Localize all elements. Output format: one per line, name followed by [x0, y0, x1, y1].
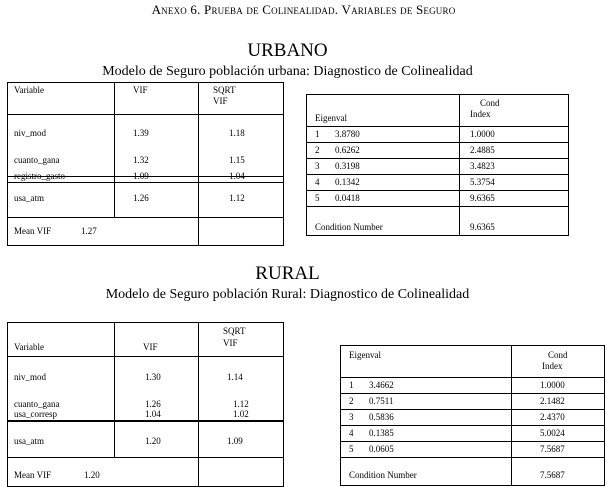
vif-value: 1.39	[133, 128, 149, 138]
eigen-value: 0.1342	[335, 177, 360, 187]
urbano-eigen-table	[306, 94, 569, 236]
eigen-value: 0.3198	[335, 161, 360, 171]
index-header: Index	[470, 109, 491, 119]
urbano-subtitle: Modelo de Seguro población urbana: Diagnostico de Colinealidad	[102, 64, 473, 79]
mean-vif-label: Mean VIF	[14, 226, 52, 236]
eigen-row-number: 1	[349, 380, 354, 390]
vif-variable: registro_gasto	[8, 171, 114, 183]
cond-index-value: 1.0000	[540, 380, 565, 390]
vif-value: 1.20	[145, 436, 161, 446]
eigen-row-number: 5	[315, 193, 320, 203]
sqrt-vif-value: 1.18	[229, 128, 245, 138]
vif-value: 1.09	[115, 171, 198, 183]
vif-value: 1.26	[145, 399, 161, 409]
rural-vif-table	[7, 322, 284, 487]
cond-index-value: 3.4823	[470, 161, 495, 171]
cond-index-value: 1.0000	[470, 129, 495, 139]
vif-variable: niv_mod	[14, 128, 47, 138]
vif-variable: cuanto_gana	[14, 155, 60, 165]
eigen-row-number: 4	[349, 428, 354, 438]
eigen-header: Eigenval	[349, 350, 381, 360]
eigen-row-number: 1	[315, 129, 320, 139]
vif-variable: usa_corresp	[8, 409, 114, 421]
condition-number-label: Condition Number	[315, 222, 383, 232]
vif-variable: niv_mod	[14, 372, 47, 382]
eigen-value: 3.4662	[369, 380, 394, 390]
eigen-value: 0.6262	[335, 145, 360, 155]
condition-number-value: 7.5687	[540, 470, 565, 480]
eigen-row-number: 2	[315, 145, 320, 155]
cond-header: Cond	[548, 350, 568, 360]
cond-index-value: 2.4885	[470, 145, 495, 155]
vif-header-sqrt: SQRT	[213, 85, 236, 95]
vif-value: 1.32	[133, 155, 149, 165]
eigen-header: Eigenval	[315, 113, 347, 123]
vif-header-variable: Variable	[14, 342, 44, 352]
eigen-value: 0.7511	[369, 396, 394, 406]
annex-title: Anexo 6. Prueba de Colinealidad. Variables de Seguro	[151, 2, 456, 17]
sqrt-vif-value: 1.02	[199, 409, 283, 421]
mean-vif-label: Mean VIF	[14, 470, 52, 480]
eigen-value: 0.0418	[335, 193, 360, 203]
urbano-title: URBANO	[247, 40, 328, 61]
condition-number-value: 9.6365	[470, 222, 495, 232]
eigen-value: 3.8780	[335, 129, 360, 139]
vif-variable: usa_atm	[14, 193, 44, 203]
index-header: Index	[542, 361, 563, 371]
rural-eigen-table	[340, 345, 605, 486]
cond-index-value: 5.0024	[540, 428, 565, 438]
cond-index-value: 2.4370	[540, 412, 565, 422]
vif-value: 1.26	[133, 193, 149, 203]
sqrt-vif-value: 1.14	[227, 372, 243, 382]
vif-header-sqrt-vif: VIF	[213, 96, 228, 106]
eigen-value: 0.1385	[369, 428, 394, 438]
mean-vif-value: 1.27	[81, 226, 97, 236]
sqrt-vif-value: 1.15	[229, 155, 245, 165]
mean-vif-value: 1.20	[84, 470, 100, 480]
condition-number-label: Condition Number	[349, 470, 417, 480]
sqrt-vif-value: 1.09	[227, 436, 243, 446]
sqrt-vif-value: 1.12	[233, 399, 249, 409]
vif-header-sqrt-vif: VIF	[223, 338, 238, 348]
vif-value: 1.04	[115, 409, 198, 421]
eigen-row-number: 4	[315, 177, 320, 187]
rural-title: RURAL	[255, 263, 320, 284]
cond-index-value: 7.5687	[540, 444, 565, 454]
vif-header-vif: VIF	[133, 85, 148, 95]
eigen-row-number: 3	[349, 412, 354, 422]
rural-subtitle: Modelo de Seguro población Rural: Diagnostico de Colinealidad	[105, 287, 470, 302]
vif-value: 1.30	[145, 372, 161, 382]
vif-variable: cuanto_gana	[14, 399, 60, 409]
cond-index-value: 2.1482	[540, 396, 565, 406]
eigen-value: 0.5836	[369, 412, 394, 422]
cond-index-value: 9.6365	[470, 193, 495, 203]
vif-variable: usa_atm	[14, 436, 44, 446]
cond-header: Cond	[480, 98, 500, 108]
eigen-row-number: 3	[315, 161, 320, 171]
vif-header-vif: VIF	[143, 342, 158, 352]
cond-index-value: 5.3754	[470, 177, 495, 187]
eigen-row-number: 2	[349, 396, 354, 406]
eigen-value: 0.0605	[369, 444, 394, 454]
urbano-vif-table	[7, 82, 284, 246]
vif-header-sqrt: SQRT	[223, 326, 246, 336]
sqrt-vif-value: 1.12	[229, 193, 245, 203]
vif-header-variable: Variable	[14, 85, 44, 95]
eigen-row-number: 5	[349, 444, 354, 454]
sqrt-vif-value: 1.04	[199, 171, 283, 183]
